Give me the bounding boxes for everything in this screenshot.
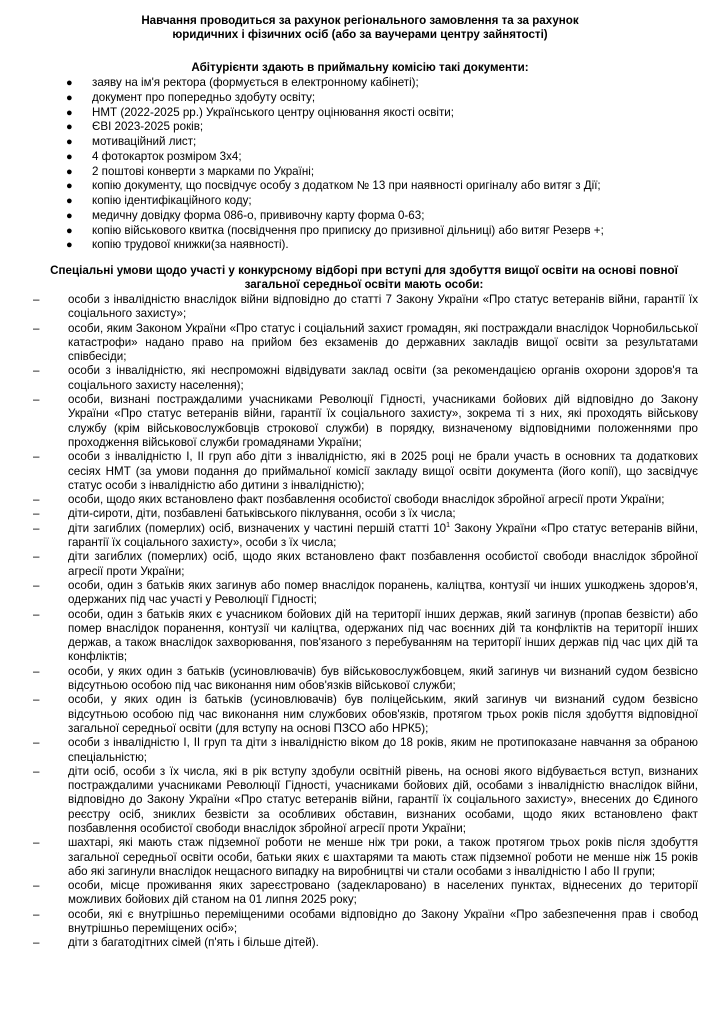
condition-item-text: особи з інвалідністю I, II груп та діти з інвалідністю віком до 18 років, яким не протипоказане навчання за обраною спеціальністю; (68, 736, 698, 764)
document-item-text: 2 поштові конверти з марками по Україні; (92, 164, 315, 178)
document-item-text: заяву на ім'я ректора (формується в електронному кабінеті); (92, 76, 419, 89)
bullet-icon: ● (66, 91, 73, 104)
condition-item-text: особи з інвалідністю I, II груп або діти з інвалідністю, які в 2025 році не брали участь в основних та додаткових сесіях НМТ (за умови подання до приймальної комісії закладу вищої освіти документа (його копії), що засвідчує статус особи з інвалідністю або дитини з інвалідністю); (68, 450, 698, 492)
document-item (0, 150, 724, 165)
document-item (0, 106, 724, 121)
conditions-heading-line-1: Спеціальні умови щодо участі у конкурсному відборі при вступі для здобуття вищої освіти на основі повної (50, 264, 678, 277)
condition-item (0, 608, 724, 665)
dash-icon: – (33, 664, 40, 678)
condition-item (0, 693, 724, 736)
condition-item-text: особи, один з батьків яких є учасником бойових дій на території інших держав, який загинув (пропав безвісти) або помер внаслідок поранення, контузії чи каліцтва, одержаних під час воєнних дій та конфліктів на території інших держав, а також внаслідок захворювання, пов'язаного з перебуванням на території інших держав під час цих дій та конфліктів; (68, 607, 698, 664)
condition-item-superscript: 1 (446, 521, 451, 529)
document-item-text: документ про попередньо здобуту освіту; (92, 90, 316, 104)
document-item (0, 120, 724, 135)
condition-item (0, 450, 724, 493)
bullet-icon: ● (66, 150, 73, 163)
condition-item-text: діти загиблих (померлих) осіб, визначених у частині першій статті 10 (68, 521, 447, 535)
condition-item-text: діти з багатодітних сімей (п'ять і більше дітей). (68, 936, 319, 950)
bullet-icon: ● (66, 136, 73, 148)
dash-icon: – (33, 321, 40, 335)
dash-icon: – (33, 293, 40, 306)
dash-icon: – (33, 736, 40, 750)
conditions-heading-line-2: загальної середньої освіти мають особи: (244, 278, 484, 292)
document-item-text: копію трудової книжки(за наявності). (92, 238, 289, 252)
condition-item (0, 665, 724, 694)
document-item (0, 135, 724, 150)
document-item (0, 224, 724, 239)
condition-item-text: особи з інвалідністю, які неспроможні відвідувати заклад освіти (за рекомендацією органів охорони здоров'я та соціального захисту населення); (68, 364, 698, 392)
condition-item-text-continued: Закону України «Про статус ветеранів війни, гарантії їх соціального захисту», особи з їх числа; (68, 521, 698, 550)
document-item-text: копію ідентифікаційного коду; (92, 194, 252, 207)
condition-item (0, 493, 724, 507)
document-item (0, 238, 724, 253)
document-item-text: копію документу, що посвідчує особу з додатком № 13 при наявності оригіналу або витяг з Дії; (92, 179, 601, 193)
condition-item (0, 550, 724, 579)
document-item (0, 194, 724, 209)
bullet-icon: ● (66, 165, 73, 178)
dash-icon: – (33, 550, 40, 564)
dash-icon: – (33, 364, 40, 378)
dash-icon: – (33, 879, 40, 893)
document-item (0, 179, 724, 194)
condition-item (0, 736, 724, 765)
dash-icon: – (33, 578, 40, 592)
bullet-icon: ● (66, 121, 73, 134)
document-item (0, 91, 724, 106)
condition-item (0, 936, 724, 950)
condition-item (0, 322, 724, 365)
condition-item (0, 522, 724, 551)
document-item (0, 209, 724, 224)
condition-item (0, 836, 724, 879)
dash-icon: – (33, 393, 40, 407)
condition-item (0, 908, 724, 937)
condition-item (0, 507, 724, 521)
bullet-icon: ● (66, 195, 73, 207)
document-item (0, 76, 724, 91)
dash-icon: – (33, 493, 40, 507)
funding-heading-line-1: Навчання проводиться за рахунок регіонального замовлення та за рахунок (141, 14, 579, 27)
document-item-text: медичну довідку форма 086-о, прививочну карту форма 0-63; (92, 208, 425, 222)
dash-icon: – (33, 836, 40, 850)
dash-icon: – (33, 907, 40, 921)
bullet-icon: ● (66, 77, 73, 89)
condition-item (0, 393, 724, 450)
conditions-list (0, 293, 724, 951)
dash-icon: – (33, 607, 40, 621)
document-item-text: копію військового квитка (посвідчення про приписку до призивної дільниці) або витяг Резерв +; (92, 223, 604, 237)
condition-item (0, 293, 724, 322)
documents-list (0, 76, 724, 253)
condition-item-text: шахтарі, які мають стаж підземної роботи не менше ніж три роки, а також протягом трьох років після здобуття загальної середньої освіти особи, батьки яких є шахтарями та мають стаж підземної роботи не менше ніж 15 років або які загинули внаслідок нещасного випадку на виробництві чи стали особами з інвалідністю I або II групи; (68, 836, 698, 878)
bullet-icon: ● (66, 239, 73, 252)
bullet-icon: ● (66, 106, 73, 119)
dash-icon: – (33, 764, 40, 778)
condition-item (0, 579, 724, 608)
condition-item-text: особи, місце проживання яких зареєстровано (задекларовано) в населених пунктах, віднесених до території можливих бойових дій станом на 01 липня 2025 року; (68, 879, 698, 907)
condition-item-text: особи, які є внутрішньо переміщеними особами відповідно до Закону України «Про забезпечення прав і свобод внутрішньо переміщених осіб»; (68, 907, 698, 936)
condition-item (0, 765, 724, 836)
conditions-heading (22, 264, 706, 293)
dash-icon: – (33, 936, 40, 950)
condition-item-text: особи, один з батьків яких загинув або помер внаслідок поранень, каліцтва, контузії чи інших ушкоджень здоров'я, одержаних під час участі у Революції Гідності; (68, 578, 698, 607)
documents-heading: Абітурієнти здають в приймальну комісію такі документи: (191, 61, 529, 74)
bullet-icon: ● (66, 180, 73, 193)
document-item-text: НМТ (2022-2025 рр.) Українського центру оцінювання якості освіти; (92, 105, 454, 119)
condition-item-text: особи, у яких один з батьків (усиновлювачів) був військовослужбовцем, який загинув чи визнаний судом безвісно відсутньою особою під час виконання ним обов'язків військової служби; (68, 664, 698, 693)
bullet-icon: ● (66, 224, 73, 237)
condition-item (0, 364, 724, 393)
funding-heading-line-2: юридичних і фізичних осіб (або за ваучерами центру зайнятості) (172, 28, 548, 42)
condition-item-text: діти загиблих (померлих) осіб, щодо яких встановлено факт позбавлення особистої свободи внаслідок збройної агресії проти України; (68, 550, 698, 578)
condition-item-text: діти-сироти, діти, позбавлені батьківського піклування, особи з їх числа; (68, 507, 456, 521)
document-item (0, 165, 724, 180)
dash-icon: – (33, 521, 40, 535)
condition-item-text: особи з інвалідністю внаслідок війни відповідно до статті 7 Закону України «Про статус ветеранів війни, гарантії їх соціального захисту»; (68, 293, 698, 321)
dash-icon: – (33, 450, 40, 464)
condition-item (0, 879, 724, 908)
document-item-text: 4 фотокарток розміром 3х4; (92, 149, 242, 163)
document-item-text: мотиваційний лист; (92, 135, 197, 148)
condition-item-text: діти осіб, особи з їх числа, які в рік вступу здобули освітній рівень, на основі якого відбувається вступ, визнаних постраждалими учасниками Революції Гідності, учасниками бойових дій, особами з інвалідністю внаслідок війни, відповідно до Закону України «Про статус ветеранів війни, гарантії їх соціального захисту», внесених до Єдиного реєстру осіб, зниклих безвісти за особливих обставин, визнаних особами, щодо яких встановлено факт позбавлення особистої свободи внаслідок збройної агресії проти України; (68, 764, 698, 835)
funding-heading (80, 14, 640, 43)
condition-item-text: особи, визнані постраждалими учасниками Революції Гідності, учасниками бойових дій відповідно до Закону України «Про статус ветеранів війни, гарантії їх соціального захисту», зокрема ті з них, які проходять військову службу (крім військовослужбовців строкової служби) в порядку, визначеному відповідними положеннями про проходження військової служби громадянами України; (68, 393, 698, 449)
bullet-icon: ● (66, 209, 73, 222)
condition-item-text: особи, щодо яких встановлено факт позбавлення особистої свободи внаслідок збройної агресії проти України; (68, 493, 665, 507)
document-item-text: ЄВІ 2023-2025 років; (92, 120, 204, 134)
dash-icon: – (33, 507, 40, 521)
dash-icon: – (33, 693, 40, 707)
condition-item-text: особи, у яких один із батьків (усиновлювачів) був поліцейським, який загинув чи визнаний судом безвісно відсутньою особою під час виконання ним службових обов'язків, протягом трьох років після здобуття відповідної загальної середньої освіти (для вступу на основі ПЗСО або НРК5); (68, 693, 698, 735)
condition-item-text: особи, яким Законом України «Про статус і соціальний захист громадян, які постраждали внаслідок Чорнобильської катастрофи» надано право на прийом без екзаменів до державних закладів вищої освіти за результатами співбесіди; (68, 321, 698, 364)
